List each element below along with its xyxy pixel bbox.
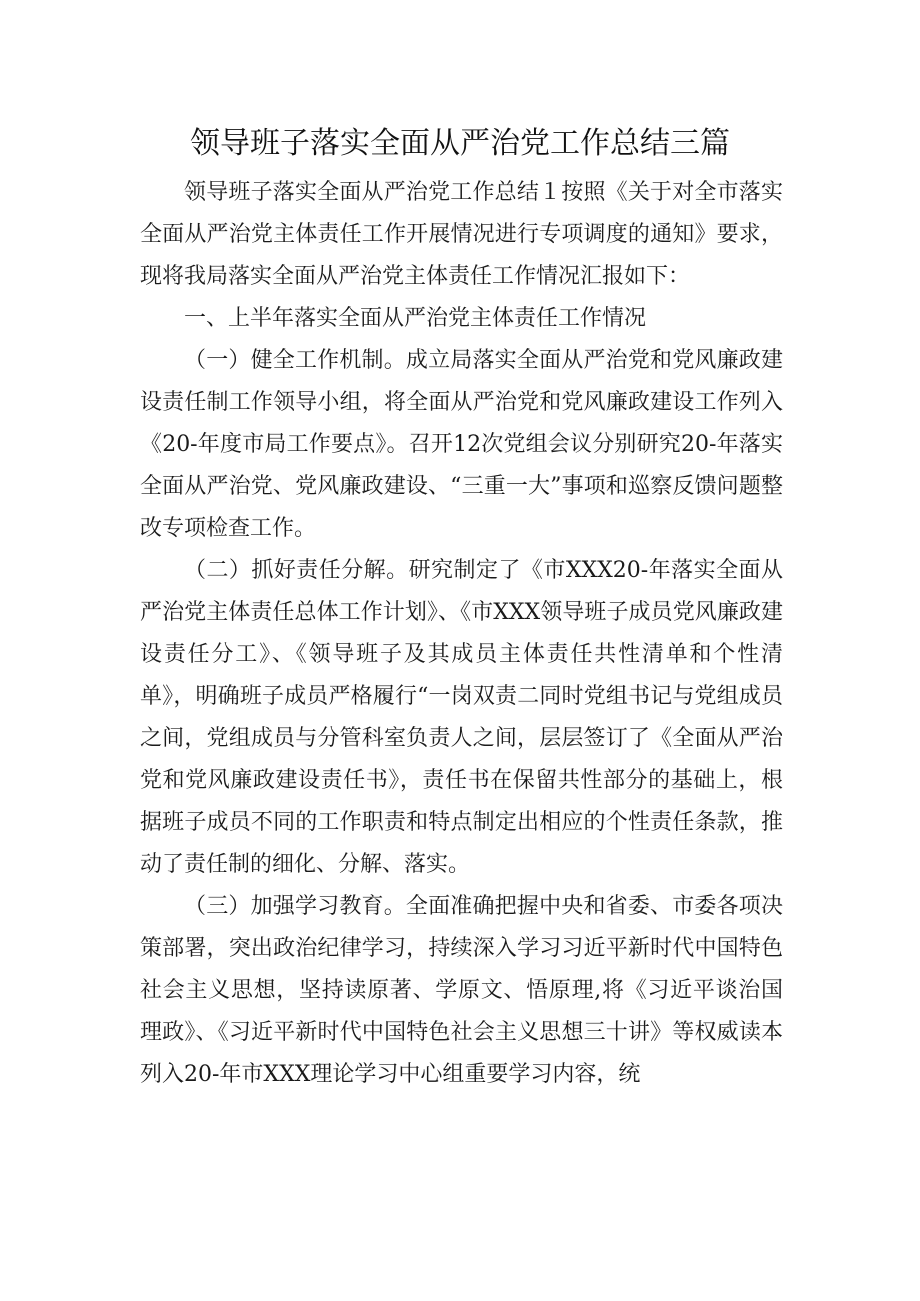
- paragraph-intro: 领导班子落实全面从严治党工作总结１按照《关于对全市落实全面从严治党主体责任工作开展情况进行专项调度的通知》要求，现将我局落实全面从严治党主体责任工作情况汇报如下：: [140, 180, 783, 289]
- paragraph-work-mechanism: （一）健全工作机制。成立局落实全面从严治党和党风廉政建设责任制工作领导小组，将全面从严治党和党风廉政建设工作列入《20-年度市局工作要点》。召开12次党组会议分别研究20-年落实全面从严治党、党风廉政建设、“三重一大”事项和巡察反馈问题整改专项检查工作。: [140, 348, 783, 541]
- document-body: [140, 172, 783, 1096]
- paragraph-study-education: （三）加强学习教育。全面准确把握中央和省委、市委各项决策部署，突出政治纪律学习，持续深入学习习近平新时代中国特色社会主义思想，坚持读原著、学原文、悟原理,将《习近平谈治国理政》、《习近平新时代中国特色社会主义思想三十讲》等权威读本列入20-年市XXX理论学习中心组重要学习内容，统: [140, 894, 783, 1087]
- document-title: 领导班子落实全面从严治党工作总结三篇: [190, 126, 730, 161]
- paragraph-responsibility: （二）抓好责任分解。研究制定了《市XXX20-年落实全面从严治党主体责任总体工作计划》、《市XXX领导班子成员党风廉政建设责任分工》、《领导班子及其成员主体责任共性清单和个性清单》，明确班子成员严格履行“一岗双责二同时党组书记与党组成员之间，党组成员与分管科室负责人之间，层层签订了《全面从严治党和党风廉政建设责任书》，责任书在保留共性部分的基础上，根据班子成员不同的工作职责和特点制定出相应的个性责任条款，推动了责任制的细化、分解、落实。: [140, 558, 783, 877]
- section-heading-1: 一、上半年落实全面从严治党主体责任工作情况: [184, 306, 647, 331]
